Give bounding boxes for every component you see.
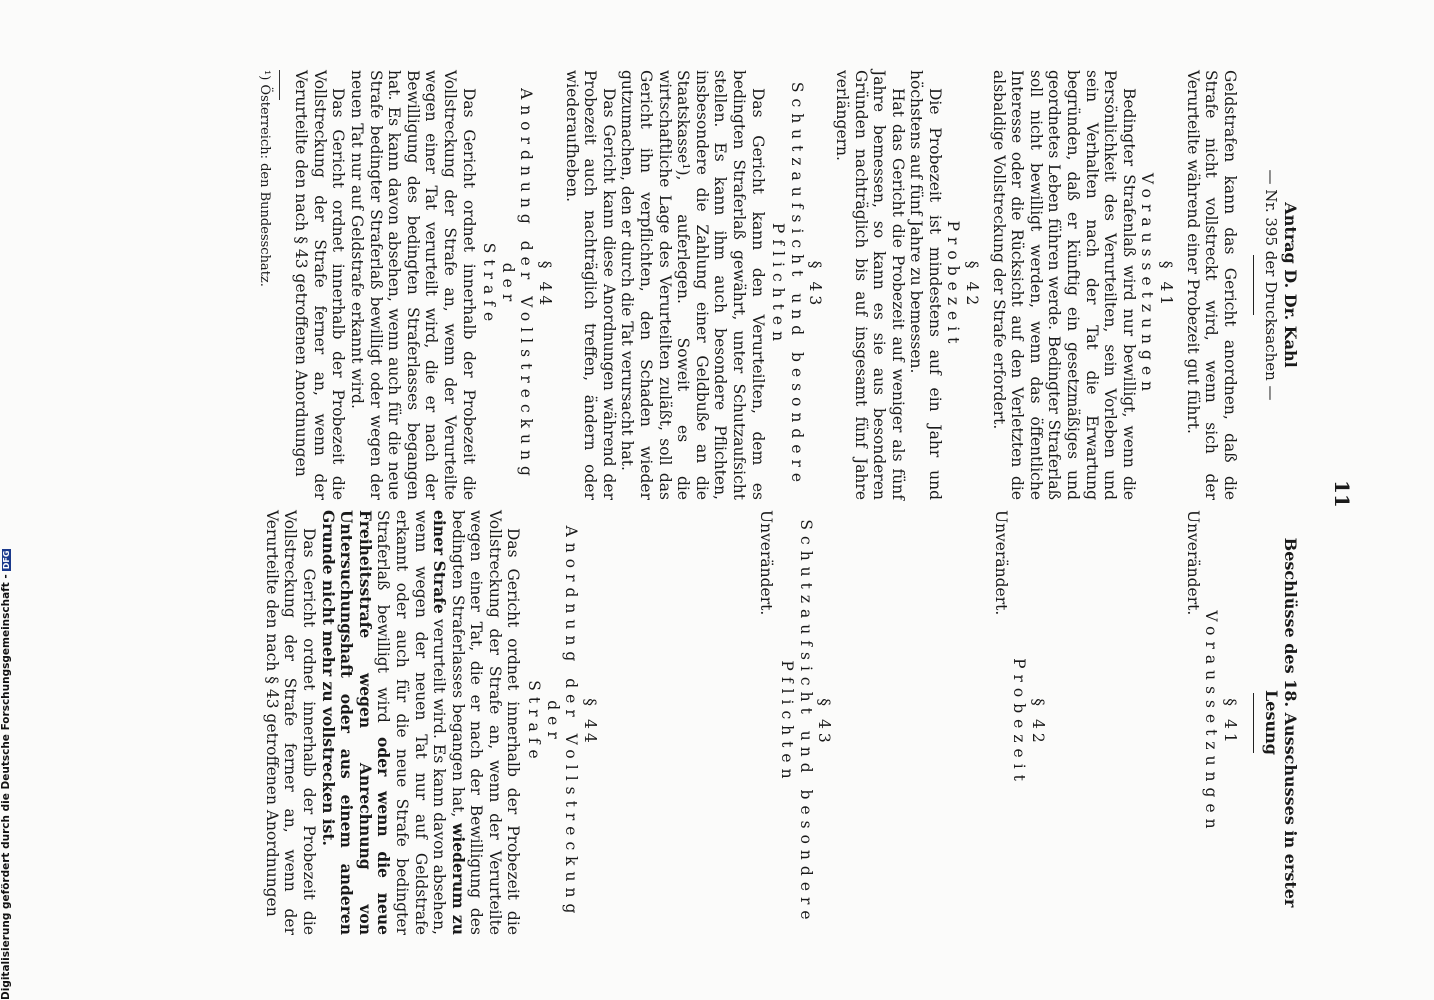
- section-text: [318, 510, 523, 935]
- section-number: § 41: [1157, 260, 1176, 310]
- section-text: Das Gericht ordnet innerhalb der Probezeit die Vollstreckung der Strafe an, wenn der Verurteilte wegen einer Tat verurteilt wird, die er nach der Bewilligung des bedingten Straferlasses begangen hat. Es kann davon absehen, wenn auch für die neue Strafe bedingter Straferlaß bewilligt oder wegen der neuen Tat nur auf Geldstrafe erkannt wird.: [348, 70, 478, 500]
- footnote: ¹) Österreich: den Bundesschatz.: [256, 70, 272, 287]
- right-column-title: Antrag D. Dr. Kahl: [1281, 202, 1300, 368]
- section-text: Das Gericht ordnet innerhalb der Probezeit die Vollstreckung der Strafe ferner an, wenn der Verurteilte den nach § 43 getroffenen Anordnungen: [292, 70, 348, 500]
- section-title: Strafe: [525, 680, 544, 765]
- section-number: § 42: [1029, 698, 1048, 747]
- section-title: Pflichten: [769, 222, 788, 348]
- right-column-subtitle: — Nr. 395 der Drucksachen —: [1262, 169, 1281, 401]
- section-title: Schutzaufsicht und besondere: [787, 81, 806, 489]
- section-title: Anordnung der Vollstreckung der: [543, 525, 581, 920]
- section-text-emphasis: wiederum zu einer Strafe: [430, 510, 468, 935]
- section-text-part: Das Gericht ordnet innerhalb der Probezeit die Vollstreckung der Strafe an, wenn der Verurteilte wegen einer Tat, die er nach der Bewilligung des bedingten Straferlasses begangen hat,: [448, 510, 523, 935]
- section-title: Probezeit: [1010, 658, 1029, 787]
- section-title: Pflichten: [778, 660, 797, 785]
- page-number: 11: [1330, 480, 1354, 508]
- section-title: Schutzaufsicht und besondere: [796, 519, 815, 926]
- dfg-logo: DFG: [2, 550, 11, 570]
- section-text: Unverändert.: [757, 510, 776, 616]
- section-number: § 43: [806, 260, 825, 310]
- section-text: Das Gericht kann diese Anordnungen während der Probezeit auch nachträglich treffen, ändern oder wiederaufheben.: [562, 70, 618, 500]
- divider: [1253, 693, 1254, 753]
- section-title: Probezeit: [944, 220, 963, 350]
- section-number: § 41: [1220, 698, 1239, 747]
- section-number: § 42: [963, 260, 982, 310]
- section-text-part: verurteilt wird. Es kann davon absehen, wenn wegen der neuen Tat nur auf Geldstrafe erkannt oder auch für die neue Strafe bedingter Straferlaß bewilligt wird: [374, 510, 449, 935]
- digitization-credit: [0, 550, 14, 1000]
- section-title: Anordnung der Vollstreckung der: [498, 88, 536, 482]
- left-column: [262, 510, 1299, 935]
- footnote-divider: [279, 70, 280, 100]
- left-column-title: Beschlüsse des 18. Ausschusses in erster Lesung: [1262, 537, 1300, 908]
- section-number: § 44: [580, 698, 599, 747]
- section-text: Unverändert.: [991, 510, 1010, 616]
- section-number: § 43: [815, 698, 834, 747]
- section-text-emphasis: oder wenn die neue Freiheitsstrafe wegen Anrechnung von Untersuchungshaft oder aus einem anderen Grunde nicht mehr zu vollstrecken ist.: [318, 510, 394, 935]
- section-text: Die Probezeit ist mindestens auf ein Jahr und höchstens auf fünf Jahre zu bemessen.: [907, 70, 944, 500]
- section-title: Voraussetzungen: [1202, 610, 1221, 835]
- intro-text: Geldstrafen kann das Gericht anordnen, daß die Strafe nicht vollstreckt wird, wenn sich der Verurteilte während einer Probezeit gut führt.: [1183, 70, 1239, 500]
- section-title: Strafe: [480, 242, 499, 328]
- right-column: [254, 70, 1299, 500]
- section-text: Hat das Gericht die Probezeit auf weniger als fünf Jahre bemessen, so kann es sie aus besonderen Gründen nachträglich bis auf insgesamt fünf Jahre verlängern.: [832, 70, 907, 500]
- section-text: Das Gericht kann den Verurteilten, dem es bedingten Straferlaß gewährt, unter Schutzaufsicht stellen. Es kann ihm auch besondere Pflichten, insbesondere die Zahlung einer Geldbuße an die Staatskasse¹), auferlegen. Soweit es die wirtschaftliche Lage des Verurteilten zuläßt, soll das Gericht ihn verpflichten, den Schaden wieder gutzumachen, den er durch die Tat verursacht hat.: [618, 70, 767, 500]
- divider: [1253, 255, 1254, 315]
- section-text: Unverändert.: [1183, 510, 1202, 616]
- digitization-credit-text: Digitalisierung gefördert durch die Deutsche Forschungsgemeinschaft -: [0, 574, 12, 1000]
- section-text: Bedingter Strafenlaß wird nur bewilligt, wenn die Persönlichkeit des Verurteilten, sein Vorleben und sein Verhalten nach der Tat die Erwartung begründen, daß er künftig ein gesetzmäßiges und geordnetes Leben führen werde. Bedingter Straferlaß soll nicht bewilligt werden, wenn das öffentliche Interesse oder die Rücksicht auf den Verletzten die alsbaldige Vollstreckung der Strafe erfordert.: [989, 70, 1138, 500]
- section-title: Voraussetzungen: [1138, 172, 1157, 398]
- section-number: § 44: [536, 260, 555, 310]
- section-text: Das Gericht ordnet innerhalb der Probezeit die Vollstreckung der Strafe ferner an, wenn der Verurteilte den nach § 43 getroffenen Anordnungen: [262, 510, 318, 935]
